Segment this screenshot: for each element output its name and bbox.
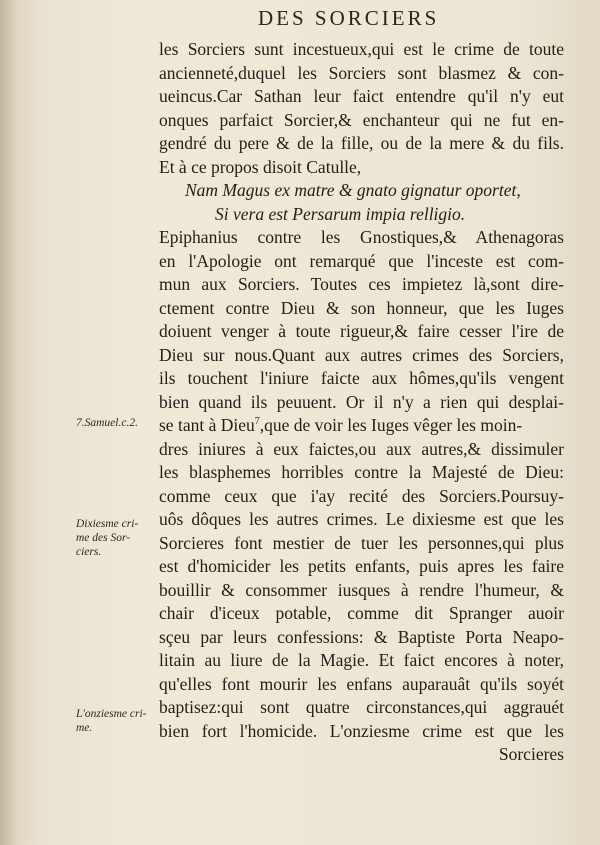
body-line: Epiphanius contre les Gnostiques,& Athenagoras: [159, 227, 564, 247]
body-line: sçeu par leurs confessions: & Baptiste Porta Neapo-: [159, 626, 564, 647]
body-line: qu'elles font mourir les enfans auparauât qu'ils soyét: [159, 673, 564, 694]
running-head: DES SORCIERS: [258, 6, 440, 30]
body-line: dres iniures à eux faictes,ou aux autres,& dissimuler: [159, 438, 564, 459]
body-line: Dieu sur nous.Quant aux autres crimes des Sorciers,: [159, 344, 564, 365]
body-line: uôs dôques les autres crimes. Le dixiesme est que les: [159, 509, 564, 529]
body-line: Sorcieres font mestier de tuer les personnes,qui plus: [159, 532, 564, 553]
body-line: ctement contre Dieu & son honneur, que les Iuges: [159, 297, 564, 318]
body-line: chair d'iceux potable, comme dit Spranger auoir: [159, 603, 564, 623]
body-line: ancienneté,duquel les Sorciers sont blasmez & con-: [159, 62, 564, 83]
body-line: ils touchent l'iniure faicte aux hômes,qu'ils vengent: [159, 368, 564, 388]
margin-note-line: Dixiesme cri-: [76, 518, 139, 530]
body-line: les Sorciers sunt incestueux,qui est le crime de toute: [159, 39, 564, 59]
body-line: onques parfaict Sorcier,& enchanteur qui ne fut en-: [159, 109, 564, 130]
body-line: mun aux Sorciers. Toutes ces impietez là,sont dire-: [159, 274, 564, 294]
verse-line: Si vera est Persarum impia relligio.: [215, 203, 466, 224]
body-line: comme ceux que i'ay recité des Sorciers.Poursuy-: [159, 485, 564, 506]
gutter-shadow: [0, 0, 18, 845]
body-line: gendré du pere & de la fille, ou de la mere & du fils.: [159, 133, 564, 153]
margin-note-dixiesme: [76, 517, 156, 559]
body-line: Et à ce propos disoit Catulle,: [159, 156, 362, 177]
body-line: en l'Apologie ont remarqué que l'inceste est com-: [159, 250, 564, 271]
margin-note-line: me.: [76, 722, 93, 734]
body-line: est d'homicider les petits enfants, puis apres les faire: [159, 556, 564, 576]
body-line-with-reference: [159, 414, 564, 438]
body-line: bouillir & consommer iusques à rendre l'humeur, &: [159, 579, 564, 600]
catchword: Sorcieres: [498, 744, 564, 764]
body-line: ueincus.Car Sathan leur faict entendre qu'il n'y eut: [159, 86, 564, 106]
body-text: ,que de voir les Iuges vêger les moin-: [259, 415, 523, 435]
margin-note-onziesme: [76, 707, 156, 735]
verse-line: Nam Magus ex matre & gnato gignatur oportet,: [185, 180, 521, 200]
margin-note-line: L'onziesme cri-: [76, 708, 147, 720]
margin-note-samuel: 7.Samuel.c.2.: [76, 417, 138, 429]
body-line: baptisez:qui sont quatre circonstances,qui aggrauét: [159, 697, 564, 717]
body-line: litain au liure de la Magie. Et faict encores à noter,: [159, 650, 564, 670]
body-line: doiuent venger à toute rigueur,& faire cesser l'ire de: [159, 321, 564, 341]
footnote-reference: 7: [254, 416, 260, 428]
margin-note-line: me des Sor-: [76, 532, 131, 544]
body-line: bien quand ils peuuent. Or il n'y a rien qui desplai-: [159, 391, 564, 412]
main-text-block: [159, 38, 564, 767]
margin-note-line: ciers.: [76, 546, 102, 558]
body-line: bien fort l'homicide. L'onziesme crime est que les: [159, 720, 564, 741]
body-line: les blasphemes horribles contre la Majesté de Dieu:: [159, 462, 564, 482]
body-text: se tant à Dieu: [159, 415, 255, 435]
